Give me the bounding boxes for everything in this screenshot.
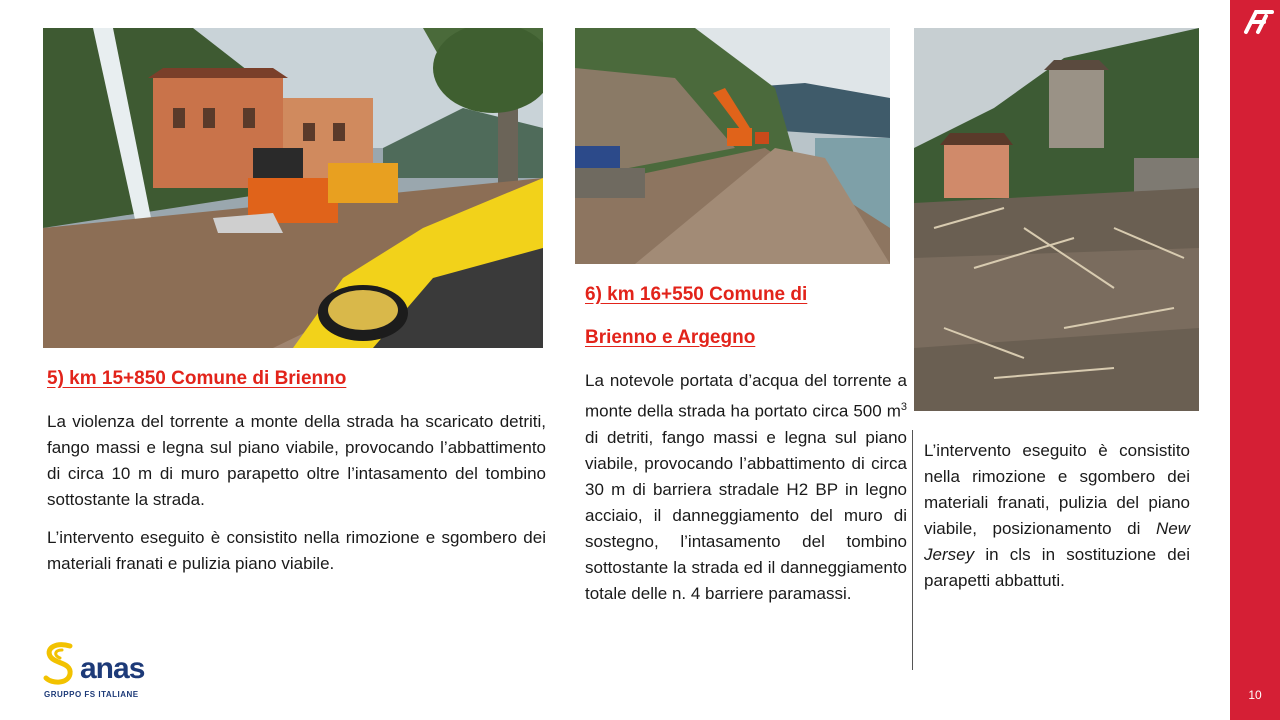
intervention-text-before-italic: L’intervento eseguito è consistito nella rimozione e sgombero dei materiali franati, pulizia del piano viabile, posizionamento di [924,441,1190,538]
column-divider [912,430,913,670]
photo-debris-flow-houses [914,28,1199,411]
intervention-body [924,438,1190,594]
fs-italiane-logo-icon [1236,6,1276,36]
section6-text-before-sup: La notevole portata d’acqua del torrente a monte della strada ha portato circa 500 m [585,371,907,421]
anas-logo-text: anas [80,652,145,685]
intervention-italic: New Jersey [924,519,1190,564]
anas-logo-subtitle: GRUPPO FS ITALIANE [44,690,139,699]
section5-para1: La violenza del torrente a monte della strada ha scaricato detriti, fango massi e legna sul piano viabile, provocando l’abbattimento di circa 10 m di muro parapetto oltre l’intasamento del tombino sottostante la strada. [47,412,546,509]
photo-brienno-argegno-road [575,28,890,264]
right-brand-bar [1230,0,1280,720]
section6-body [585,368,907,607]
photo-brienno-landslide [43,28,543,348]
section6-heading-line1: 6) km 16+550 Comune di [585,284,808,305]
intervention-text-after-italic: in cls in sostituzione dei parapetti abbattuti. [924,545,1190,590]
page-number: 10 [1248,688,1262,702]
section5-para2: L’intervento eseguito è consistito nella rimozione e sgombero dei materiali franati e pulizia piano viabile. [47,528,546,573]
section6-heading-line2: Brienno e Argegno [585,327,756,348]
section6-sup: 3 [900,401,907,413]
section5-heading: 5) km 15+850 Comune di Brienno [47,368,347,389]
anas-s-symbol-icon [42,640,78,688]
section5-body [47,409,546,577]
section6-text-after-sup: di detriti, fango massi e legna sul piano viabile, provocando l’abbattimento di circa 30 m di barriera stradale H2 BP in legno acciaio, il danneggiamento del muro di sostegno, l’intasamento del tombino sottostante la strada ed il danneggiamento totale delle n. 4 barriere paramassi. [585,427,907,603]
